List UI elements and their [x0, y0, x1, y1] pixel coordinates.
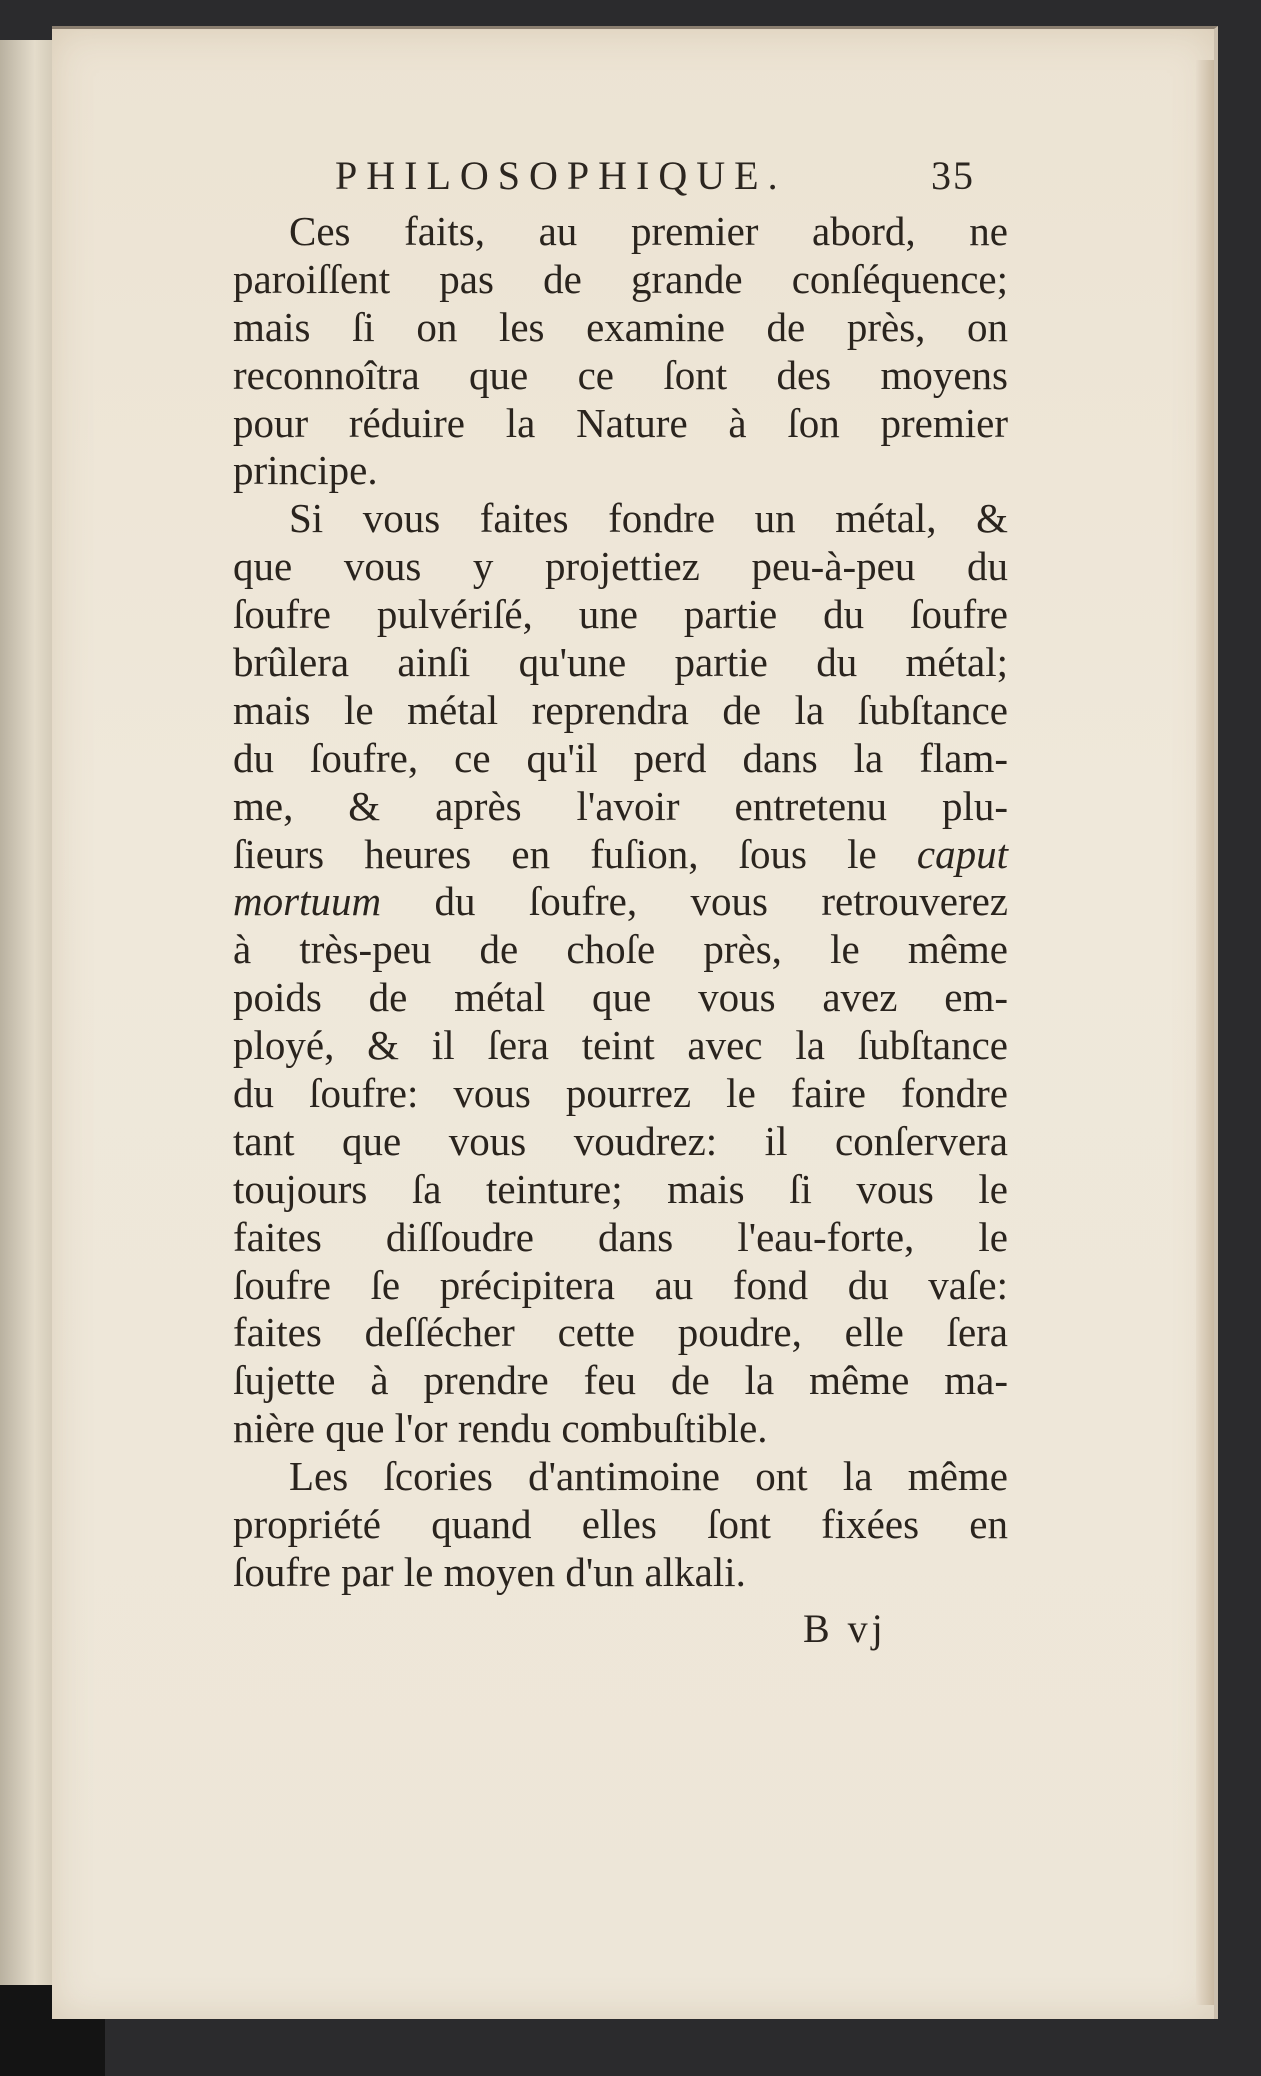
text-line [233, 878, 1008, 926]
text-line: faites deſſécher cette poudre, elle ſera [233, 1309, 1008, 1356]
text-line: paroiſſent pas de grande conſéquence; [233, 255, 1008, 302]
text-line: du ſoufre: vous pourrez le faire fondre [233, 1070, 1008, 1117]
page-body-text [233, 208, 1008, 1597]
text-line: tant que vous voudrez: il conſervera [233, 1117, 1008, 1164]
italic-latin: mortuum [233, 878, 382, 925]
text-line: principe. [233, 447, 378, 494]
text-line: Si vous faites fondre un métal, & [289, 495, 1008, 542]
running-title: PHILOSOPHIQUE. [335, 153, 787, 198]
signature-mark: B vj [803, 1606, 887, 1651]
text-line: ſujette à prendre feu de la même ma- [233, 1357, 1008, 1404]
text-line [233, 831, 1008, 879]
text-line: mais ſi on les examine de près, on [233, 303, 1008, 350]
paragraph-2 [233, 495, 1008, 1453]
text-line: reconnoîtra que ce ſont des moyens [233, 351, 1008, 398]
text-line: ſoufre pulvériſé, une partie du ſoufre [233, 591, 1008, 638]
text-line: me, & après l'avoir entretenu plu- [233, 782, 1008, 829]
text-line: faites diſſoudre dans l'eau-forte, le [233, 1213, 1008, 1260]
text-line: à très-peu de choſe près, le même [233, 926, 1008, 973]
text-line: Les ſcories d'antimoine ont la même [289, 1453, 1008, 1500]
text-line: poids de métal que vous avez em- [233, 974, 1008, 1021]
text-line: ſoufre par le moyen d'un alkali. [233, 1548, 746, 1595]
page-number: 35 [931, 153, 975, 198]
italic-latin: caput [916, 830, 1008, 877]
text-line: mais le métal reprendra de la ſubſtance [233, 686, 1008, 733]
text-line: Ces faits, au premier abord, ne [289, 208, 1008, 254]
text-line: toujours ſa teinture; mais ſi vous le [233, 1165, 1008, 1212]
text-line: du ſoufre, ce qu'il perd dans la flam- [233, 734, 1008, 781]
text-line: pour réduire la Nature à ſon premier [233, 399, 1008, 446]
running-header [335, 152, 975, 199]
text-line: brûlera ainſi qu'une partie du métal; [233, 639, 1008, 686]
page-fore-edge [1196, 60, 1214, 2005]
text-span: ſieurs heures en fuſion, ſous le [233, 830, 877, 877]
text-line: propriété quand elles ſont fixées en [233, 1501, 1008, 1548]
paragraph-1 [233, 208, 1008, 495]
facing-page-edge [0, 40, 58, 2000]
paragraph-3 [233, 1453, 1008, 1597]
text-line: ſoufre ſe précipitera au fond du vaſe: [233, 1261, 1008, 1308]
text-span: du ſoufre, vous retrouverez [434, 878, 1008, 925]
text-line: nière que l'or rendu combuſtible. [233, 1405, 768, 1452]
text-line: ployé, & il ſera teint avec la ſubſtance [233, 1022, 1008, 1069]
text-line: que vous y projettiez peu-à-peu du [233, 543, 1008, 590]
